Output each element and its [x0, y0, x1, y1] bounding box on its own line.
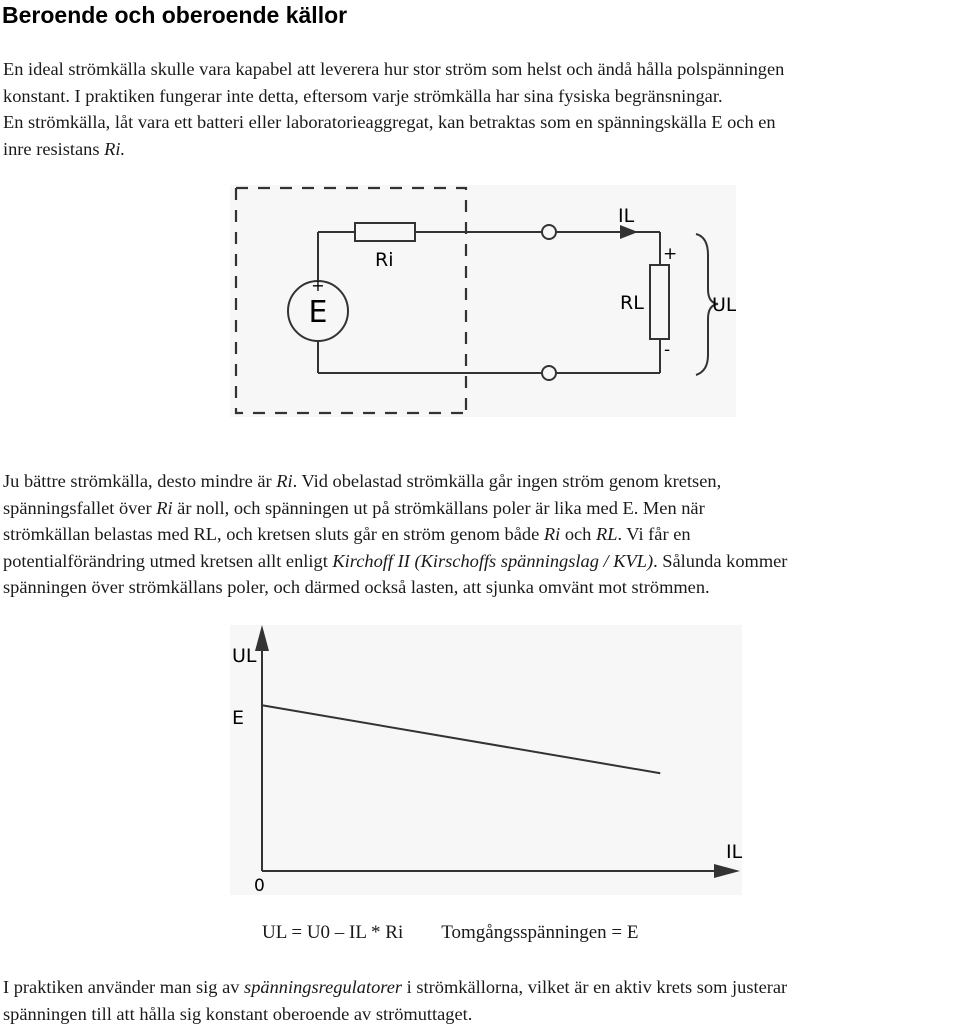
terminal-bottom	[542, 366, 556, 380]
explanation-line: potentialförändring utmed kretsen allt enligt Kirchoff II (Kirschoffs spänningslag / KVL). Sålunda kommer	[3, 550, 788, 571]
y-intercept-label: E	[232, 707, 245, 729]
formula-line	[262, 922, 639, 944]
voltage-current-graph	[230, 625, 742, 895]
page-title: Beroende och oberoende källor	[2, 2, 348, 28]
x-axis-label: IL	[726, 841, 742, 863]
closing-line: spänningen till att hålla sig konstant oberoende av strömuttaget.	[3, 1003, 473, 1024]
intro-line: konstant. I praktiken fungerar inte detta, eftersom varje strömkälla har sina fysiska begränsningar.	[3, 85, 723, 106]
intro-line: En ideal strömkälla skulle vara kapabel att leverera hur stor ström som helst och ändå hålla polspänningen	[3, 59, 785, 79]
source-label-e: E	[308, 295, 328, 330]
intro-line: inre resistans Ri.	[3, 138, 126, 159]
formula-right: Tomgångsspänningen = E	[441, 922, 639, 943]
explanation-paragraph	[3, 468, 958, 601]
source-plus-label: +	[311, 276, 325, 295]
rl-label: RL	[620, 292, 644, 314]
explanation-line: Ju bättre strömkälla, desto mindre är Ri. Vid obelastad strömkälla går ingen ström genom kretsen,	[3, 471, 722, 491]
load-plus-label: +	[663, 244, 678, 264]
origin-label: 0	[254, 876, 265, 895]
explanation-line: spänningsfallet över Ri är noll, och spänningen ut på strömkällans poler är lika med E. Men när	[3, 497, 705, 518]
intro-paragraph	[3, 56, 958, 162]
ul-label: UL	[712, 294, 736, 316]
terminal-top	[542, 225, 556, 239]
intro-line: En strömkälla, låt vara ett batteri eller laboratorieaggregat, kan betraktas som en spänningskälla E och en	[3, 112, 776, 132]
ri-label: Ri	[375, 249, 394, 271]
closing-line: I praktiken använder man sig av spänningsregulatorer i strömkällorna, vilket är en aktiv krets som justerar	[3, 977, 788, 997]
y-axis-label: UL	[232, 645, 257, 667]
closing-paragraph	[3, 974, 958, 1027]
formula-left: UL = U0 – IL * Ri	[262, 922, 404, 943]
explanation-line: strömkällan belastas med RL, och kretsen sluts går en ström genom både Ri och RL. Vi får en	[3, 524, 691, 544]
load-minus-label: -	[664, 340, 671, 360]
circuit-diagram	[230, 185, 736, 417]
load-resistor-rl	[650, 265, 669, 339]
explanation-line: spänningen över strömkällans poler, och därmed också lasten, att sjunka omvänt mot strömmen.	[3, 577, 710, 597]
il-label: IL	[618, 205, 635, 227]
internal-resistor-ri	[355, 223, 415, 241]
